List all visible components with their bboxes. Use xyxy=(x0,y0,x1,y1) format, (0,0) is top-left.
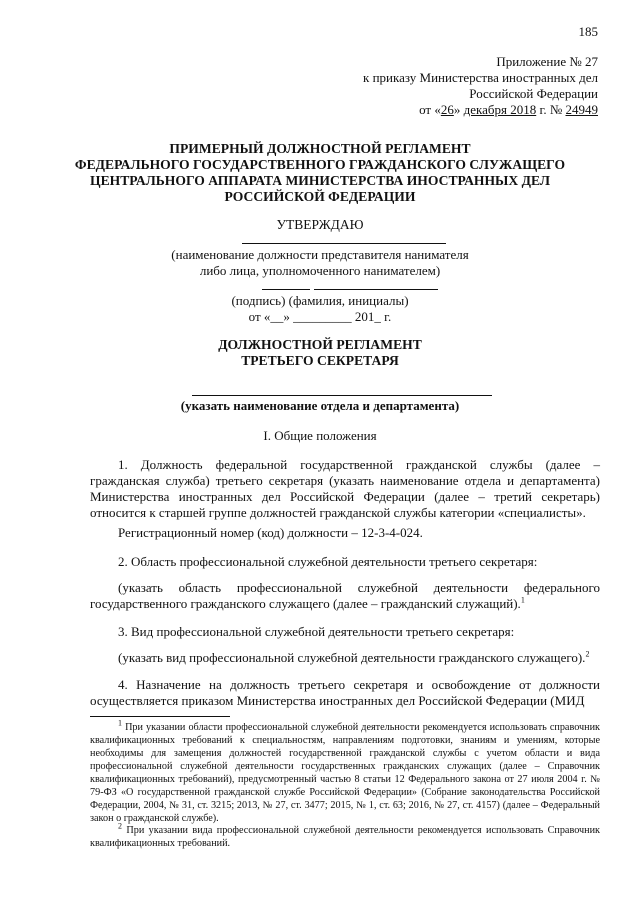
approval-date: от «__» _________ 201_ г. xyxy=(248,309,392,324)
paragraph-3: 3. Вид профессиональной служебной деятельности третьего секретаря: xyxy=(118,624,515,639)
appendix-order-number: 24949 xyxy=(565,102,598,117)
appendix-header xyxy=(363,54,598,118)
signature-caption: (подпись) (фамилия, инициалы) xyxy=(231,293,409,308)
paragraph-2: 2. Область профессиональной служебной деятельности третьего секретаря: xyxy=(118,554,538,569)
paragraph-1: 1. Должность федеральной государственной гражданской службы (далее – гражданская служба) третьего секретаря (указать наименование отдела и департамента) Министерства иностранных дел Российской Федерации (далее – третий секретарь) относится к старшей группе должностей гражданской службы категории «специалисты». xyxy=(90,457,600,520)
footnote-2-mark: 2 xyxy=(118,821,122,831)
footnote-ref-1: 1 xyxy=(520,595,525,605)
footnote-1: $^1$ При указании области профессиональной служебной деятельности рекомендуется использовать справочник квалификационных требований к специальностям, направлениям подготовки, знаниям и умениям, которые необходимы для замещения должностей государственной гражданской службы с учетом области и вида профессиональной служебной деятельности государственных гражданских служащих (далее – Справочник квалификационных требований), предусмотренный частью 8 статьи 12 Федерального закона от 27 июля 2004 г. № 79-ФЗ «О государственной гражданской службе Российской Федерации» (Собрание законодательства Российской Федерации, 2004, № 31, ст. 3215; 2013, № 27, ст. 3477; 2015, № 1, ст. 63; 2016, № 27, ст. 4157) (далее – Федеральный закон о гражданской службе). xyxy=(90,718,601,824)
paragraph-2-detail: (указать область профессиональной служебной деятельности федерального государственного гражданского служащего (далее – гражданский служащий).$^1$ xyxy=(90,580,600,611)
appendix-number: Приложение № 27 xyxy=(496,54,598,69)
approve-label: УТВЕРЖДАЮ xyxy=(276,217,364,232)
position-line xyxy=(242,243,446,244)
position-caption: (наименование должности представителя нанимателя либо лица, уполномоченного нанимателем) xyxy=(171,247,469,278)
footnote-ref-2: 2 xyxy=(585,649,590,659)
appendix-month-year: декабря 2018 xyxy=(463,102,537,117)
paragraph-4: 4. Назначение на должность третьего секретаря и освобождение от должности осуществляется приказом Министерства иностранных дел Российской Федерации (МИД xyxy=(90,677,600,708)
footnote-separator xyxy=(90,716,230,717)
paragraph-3-detail: (указать вид профессиональной служебной деятельности гражданского служащего).$^2$ xyxy=(118,649,590,665)
appendix-country: Российской Федерации xyxy=(469,86,598,101)
signature-line xyxy=(262,289,310,290)
document-title: ПРИМЕРНЫЙ ДОЛЖНОСТНОЙ РЕГЛАМЕНТ ФЕДЕРАЛЬНОГО ГОСУДАРСТВЕННОГО ГРАЖДАНСКОГО СЛУЖАЩЕГО ЦЕНТРАЛЬНОГО АППАРАТА МИНИСТЕРСТВА ИНОСТРАННЫХ ДЕЛ РОССИЙСКОЙ ФЕДЕРАЦИИ xyxy=(74,141,566,204)
registration-number: Регистрационный номер (код) должности – 12-3-4-024. xyxy=(118,525,423,540)
appendix-order-ref: к приказу Министерства иностранных дел xyxy=(363,70,598,85)
appendix-date-line: от «26» декабря 2018 г. № 24949 xyxy=(419,102,598,117)
department-line xyxy=(192,395,492,396)
department-caption: (указать наименование отдела и департамента) xyxy=(180,398,460,413)
section-heading: I. Общие положения xyxy=(263,428,377,443)
appendix-day: 26 xyxy=(440,102,454,117)
regulation-title: ДОЛЖНОСТНОЙ РЕГЛАМЕНТ ТРЕТЬЕГО СЕКРЕТАРЯ xyxy=(218,337,422,368)
page-number: 185 xyxy=(578,24,598,39)
footnote-1-mark: 1 xyxy=(118,718,122,728)
name-line xyxy=(314,289,438,290)
footnote-2: $^2$ При указании вида профессиональной служебной деятельности рекомендуется использовать Справочник квалификационных требований. xyxy=(90,821,601,849)
